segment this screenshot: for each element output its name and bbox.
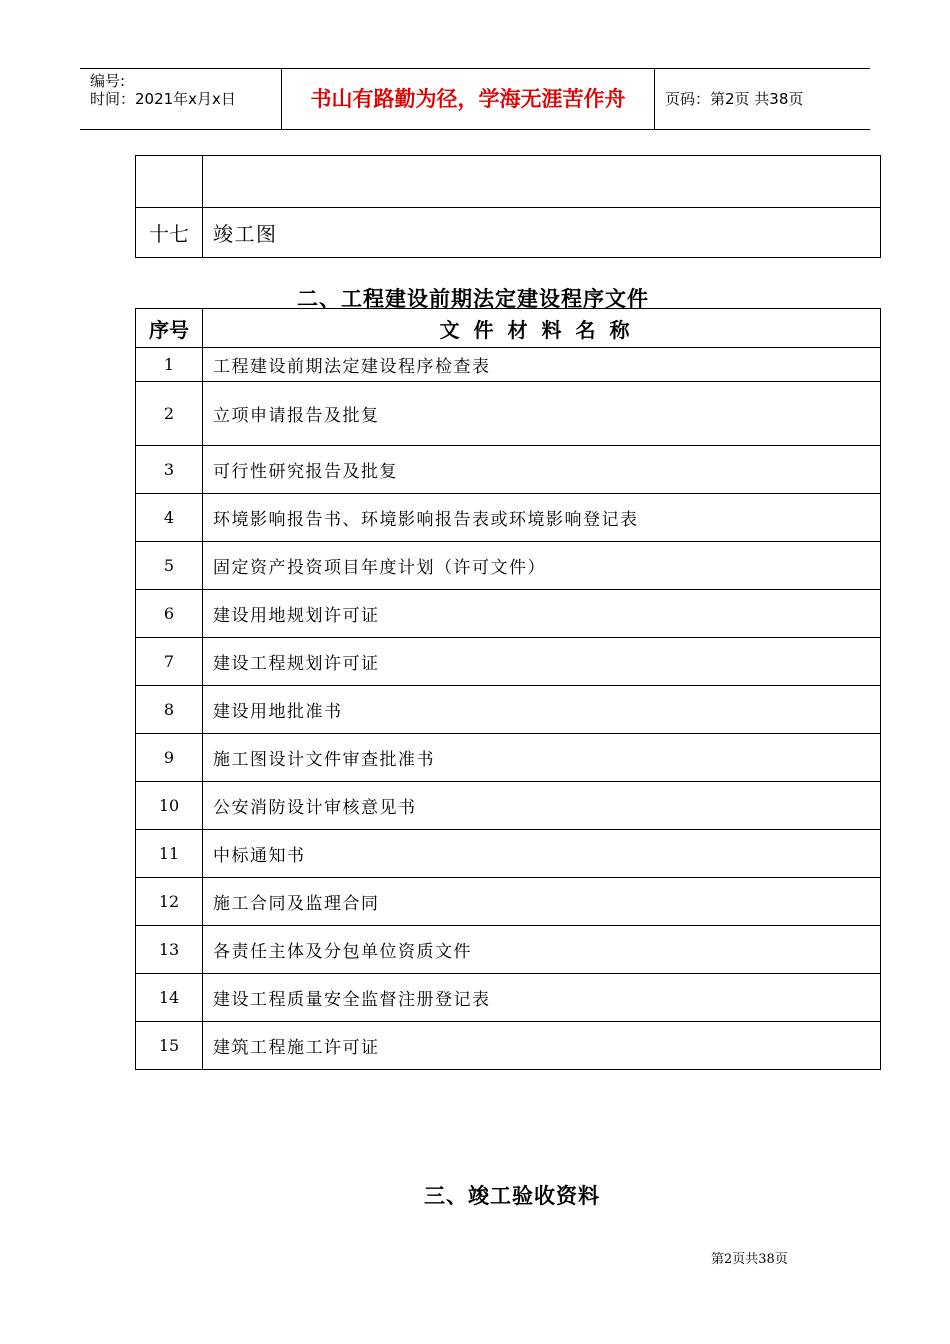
- column-header-number: 序号: [136, 309, 203, 348]
- header-divider: [654, 69, 655, 129]
- table-row: [136, 926, 881, 974]
- table-row: [136, 382, 881, 446]
- row-number: 3: [136, 446, 203, 494]
- page-header: [80, 68, 870, 130]
- row-text: 固定资产投资项目年度计划（许可文件）: [203, 542, 881, 590]
- row-text: 公安消防设计审核意见书: [203, 782, 881, 830]
- table-row: [136, 974, 881, 1022]
- row-text: 工程建设前期法定建设程序检查表: [203, 348, 881, 382]
- row-text: [203, 156, 881, 208]
- row-number: 10: [136, 782, 203, 830]
- row-number: [136, 156, 203, 208]
- table-row: [136, 348, 881, 382]
- serial-label: 编号:: [90, 72, 126, 90]
- table-row: [136, 446, 881, 494]
- row-text: 建设用地规划许可证: [203, 590, 881, 638]
- table-row: [136, 878, 881, 926]
- row-number: 4: [136, 494, 203, 542]
- row-number: 14: [136, 974, 203, 1022]
- row-number: 7: [136, 638, 203, 686]
- table-row: [136, 782, 881, 830]
- time-label: 时间：2021年x月x日: [90, 90, 236, 108]
- section-title: 三、竣工验收资料: [424, 1183, 600, 1208]
- table-header-row: [136, 309, 881, 348]
- row-text: 各责任主体及分包单位资质文件: [203, 926, 881, 974]
- page-footer: 第2页共38页: [711, 1252, 788, 1267]
- row-text: 施工合同及监理合同: [203, 878, 881, 926]
- row-number: 13: [136, 926, 203, 974]
- row-text: 建筑工程施工许可证: [203, 1022, 881, 1070]
- row-text: 可行性研究报告及批复: [203, 446, 881, 494]
- row-number: 12: [136, 878, 203, 926]
- row-text: 竣工图: [203, 208, 881, 258]
- table-row: [136, 542, 881, 590]
- table-row: [136, 208, 881, 258]
- row-text: 建设用地批准书: [203, 686, 881, 734]
- row-number: 5: [136, 542, 203, 590]
- column-header-name: 文件材料名称: [203, 309, 881, 348]
- table-row: [136, 156, 881, 208]
- row-text: 中标通知书: [203, 830, 881, 878]
- header-motto: 书山有路勤为径，学海无涯苦作舟: [310, 87, 626, 111]
- row-number: 2: [136, 382, 203, 446]
- row-number: 9: [136, 734, 203, 782]
- row-number: 8: [136, 686, 203, 734]
- row-number: 十七: [136, 208, 203, 258]
- row-number: 11: [136, 830, 203, 878]
- table-row: [136, 734, 881, 782]
- table-row: [136, 638, 881, 686]
- section-title: 二、工程建设前期法定建设程序文件: [297, 286, 649, 311]
- row-text: 建设工程规划许可证: [203, 638, 881, 686]
- row-number: 1: [136, 348, 203, 382]
- table-row: [136, 590, 881, 638]
- row-text: 建设工程质量安全监督注册登记表: [203, 974, 881, 1022]
- table-row: [136, 1022, 881, 1070]
- row-number: 6: [136, 590, 203, 638]
- table-row: [136, 830, 881, 878]
- row-text: 立项申请报告及批复: [203, 382, 881, 446]
- row-number: 15: [136, 1022, 203, 1070]
- row-text: 施工图设计文件审查批准书: [203, 734, 881, 782]
- header-page-info: 页码：第2页 共38页: [665, 90, 804, 108]
- documents-table: [135, 308, 881, 1070]
- header-meta: [90, 72, 236, 108]
- row-text: 环境影响报告书、环境影响报告表或环境影响登记表: [203, 494, 881, 542]
- table-row: [136, 494, 881, 542]
- top-table: [135, 155, 881, 258]
- table-row: [136, 686, 881, 734]
